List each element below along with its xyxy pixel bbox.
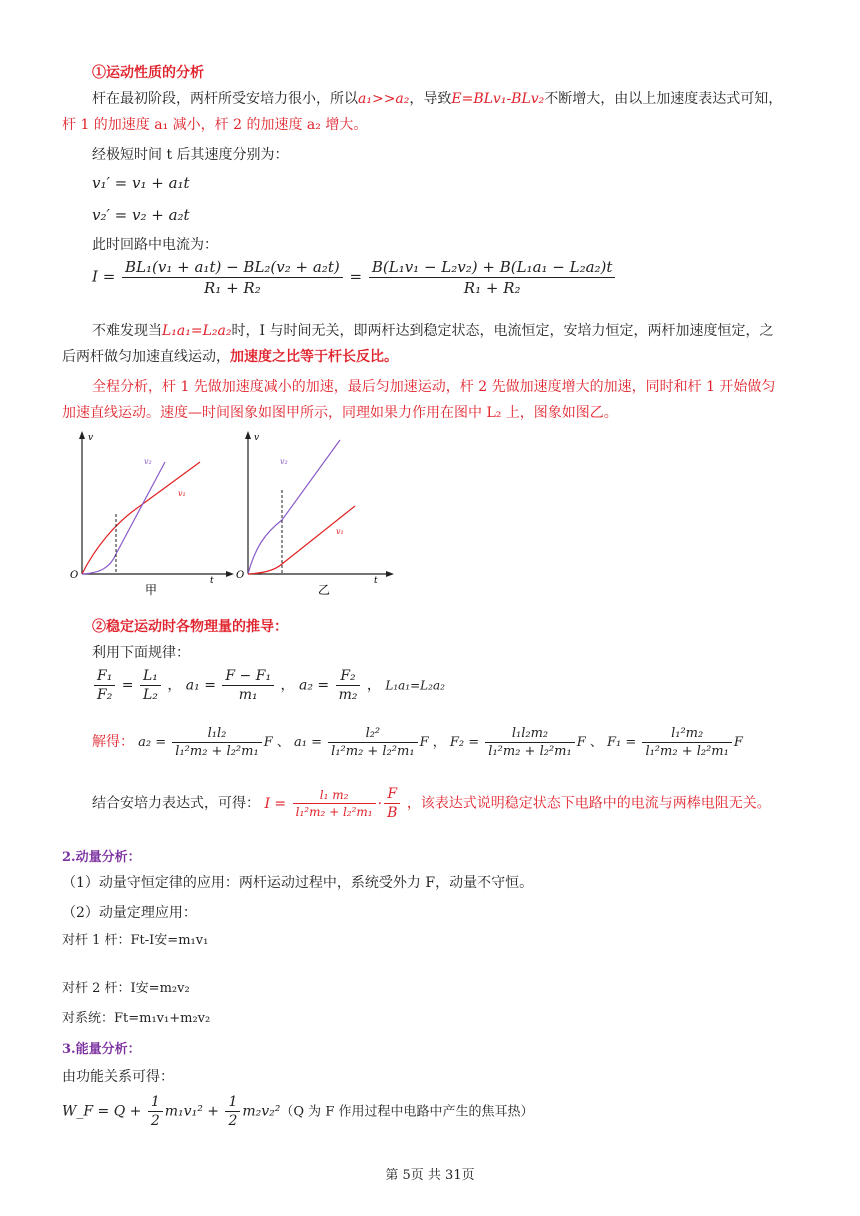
- section-heading-energy: 3.能量分析：: [62, 1042, 141, 1057]
- a1-lhs: a₁ =: [294, 735, 323, 750]
- energy-line-1: 由功能关系可得：: [62, 1069, 174, 1085]
- F: F: [419, 735, 429, 750]
- denominator: m₂: [338, 687, 358, 703]
- graph-yi: [236, 431, 394, 597]
- graph-jia: [70, 431, 234, 597]
- fraction-2: [369, 258, 616, 297]
- term-2: m₂v₂²: [242, 1103, 281, 1120]
- numerator: l₁l₂: [172, 726, 261, 743]
- section-heading-motion: ①运动性质的分析: [92, 65, 204, 81]
- fraction-1: [122, 258, 343, 297]
- paragraph-stable-state: [92, 320, 773, 342]
- numerator: B(L₁v₁ − L₂v₂) + B(L₁a₁ − L₂a₂)t: [369, 258, 616, 278]
- text: 结合安培力表达式，可得：: [92, 795, 260, 812]
- fraction-F1: [642, 726, 731, 759]
- curve-v1: [82, 462, 200, 574]
- numerator: BL₁(v₁ + a₁t) − BL₂(v₂ + a₂t): [122, 258, 343, 278]
- term-1: m₁v₁² +: [164, 1103, 219, 1120]
- F2-lhs: F₂ =: [449, 735, 480, 750]
- equals: =: [349, 267, 363, 286]
- momentum-line-2: （2）动量定理应用：: [62, 905, 197, 921]
- momentum-rod-2: 对杆 2 杆：I安=m₂v₂: [62, 981, 190, 996]
- F: F: [263, 735, 273, 750]
- text: ，导致: [409, 91, 452, 107]
- W-lhs: W_F = Q +: [62, 1103, 142, 1120]
- paragraph-full-analysis-cont: 加速直线运动。速度—时间图象如图甲所示，同理如果力作用在图中 L₂ 上，图象如图乙。: [62, 405, 618, 421]
- conclusion: 加速度之比等于杆长反比。: [230, 349, 398, 365]
- label-v2: v₂: [144, 457, 152, 466]
- a2-lhs: a₂ =: [138, 735, 167, 750]
- equation-current: [92, 258, 617, 297]
- fraction-F2: [485, 726, 574, 759]
- fraction-F-B: [384, 786, 400, 821]
- F: F: [576, 735, 586, 750]
- numerator: 1: [148, 1094, 163, 1112]
- separator: 、: [589, 735, 603, 750]
- a2-lhs: a₂ =: [298, 677, 330, 694]
- numerator: 1: [225, 1094, 240, 1112]
- denominator: F₂: [97, 687, 113, 703]
- section-heading-stable: ②稳定运动时各物理量的推导：: [92, 619, 288, 635]
- separator: 、: [276, 735, 290, 750]
- fraction-L1-L2: [140, 668, 161, 703]
- y-axis-arrow: [79, 431, 85, 439]
- fraction-a1: [328, 726, 417, 759]
- paragraph-current: 此时回路中电流为：: [92, 237, 218, 253]
- fraction-a2: [172, 726, 261, 759]
- denominator: m₁: [238, 687, 258, 703]
- y-axis-arrow: [245, 431, 251, 439]
- emf-expression: E=BLv₁-BLv₂: [451, 91, 545, 107]
- equation-solution: [92, 726, 743, 759]
- momentum-system: 对系统：Ft=m₁v₁+m₂v₂: [62, 1011, 211, 1026]
- fraction-half: [225, 1094, 240, 1129]
- section-heading-momentum: 2.动量分析：: [62, 850, 141, 865]
- momentum-rod-1: 对杆 1 杆：Ft-I安=m₁v₁: [62, 933, 209, 948]
- numerator: l₁ m₂: [293, 788, 376, 804]
- denominator: L₂: [142, 687, 158, 703]
- axis-t-label: t: [210, 576, 214, 586]
- denominator: l₁²m₂ + l₂²m₁: [175, 744, 259, 759]
- paragraph-full-analysis: 全程分析，杆 1 先做加速度减小的加速，最后匀加速运动，杆 2 先做加速度增大的加速，同时和杆 1 开始做匀: [92, 379, 776, 395]
- numerator: F₁: [94, 668, 115, 686]
- condition: L₁a₁=L₂a₂: [162, 323, 232, 339]
- curve-v1: [248, 506, 355, 574]
- caption-yi: 乙: [318, 583, 331, 597]
- text: ，该表达式说明稳定状态下电路中的电流与两棒电阻无关。: [406, 795, 771, 812]
- denominator: 2: [150, 1113, 160, 1129]
- fraction-half: [148, 1094, 163, 1129]
- origin-label: O: [70, 570, 79, 581]
- numerator: l₁l₂m₂: [485, 726, 574, 743]
- text: 不断增大，由以上加速度表达式可知，: [544, 91, 783, 107]
- denominator: R₁ + R₂: [204, 279, 261, 297]
- paragraph-stable-state-cont: [62, 346, 398, 368]
- I-lhs: I =: [264, 795, 287, 812]
- separator: ，: [366, 677, 381, 694]
- label-v2: v₂: [280, 457, 288, 466]
- numerator: F: [384, 786, 400, 804]
- denominator: B: [387, 805, 398, 821]
- text: 后两杆做匀加速直线运动，: [62, 349, 230, 365]
- lhs: I =: [92, 267, 116, 286]
- numerator: L₁: [140, 668, 161, 686]
- axis-t-label: t: [374, 576, 378, 586]
- numerator: F₂: [336, 668, 361, 686]
- paragraph-acceleration-change: 杆 1 的加速度 a₁ 减小，杆 2 的加速度 a₂ 增大。: [62, 117, 368, 133]
- separator: ，: [167, 677, 182, 694]
- origin-label: O: [236, 570, 245, 581]
- axis-v-label: v: [88, 433, 94, 443]
- numerator: l₂²: [328, 726, 417, 743]
- paragraph-current-result: [92, 786, 771, 821]
- equation-rules: $\frac{\text{F₁}}{\text{F₂}}$ = $\frac{\text{L₁}}{\text{L₂}}$ ， a₁ = $\frac{\text{F − F₁}}{\text{m₁}}$ ， a₂ = $\frac{\text{F₂}}{\text{m₂}}$ ， L₁a₁=L₂a₂: [92, 668, 445, 703]
- note: （Q 为 F 作用过程中电路中产生的焦耳热）: [280, 1104, 534, 1120]
- paragraph-initial-stage: [92, 88, 782, 110]
- condition: a₁>>a₂: [358, 91, 410, 107]
- paragraph-short-time: 经极短时间 t 后其速度分别为：: [92, 147, 289, 163]
- paragraph-rules: 利用下面规律：: [92, 645, 190, 661]
- velocity-time-graphs: [60, 428, 400, 600]
- denominator: l₁²m₂ + l₂²m₁: [295, 805, 373, 819]
- label-v1: v₁: [336, 527, 344, 536]
- F1-lhs: F₁ =: [607, 735, 637, 750]
- solve-label: 解得：: [92, 734, 134, 750]
- equation-energy: [62, 1094, 533, 1129]
- denominator: 2: [228, 1113, 238, 1129]
- text: 时，I 与时间无关，即两杆达到稳定状态，电流恒定，安培力恒定，两杆加速度恒定，之: [231, 323, 774, 339]
- a1-lhs: a₁ =: [185, 677, 216, 694]
- F: F: [733, 735, 743, 750]
- fraction-a2: [336, 668, 361, 703]
- page-footer: 第 5页 共 31页: [385, 1168, 475, 1183]
- fraction-F1-F2: [94, 668, 115, 703]
- fraction-a1: [222, 668, 274, 703]
- denominator: R₁ + R₂: [463, 279, 521, 297]
- label-v1: v₁: [178, 489, 186, 498]
- equation-v1: v₁′ = v₁ + a₁t: [92, 174, 190, 192]
- fraction-I: [293, 788, 376, 819]
- curve-v2: [82, 462, 165, 574]
- caption-jia: 甲: [145, 583, 158, 597]
- denominator: l₁²m₂ + l₂²m₁: [645, 744, 729, 759]
- condition: L₁a₁=L₂a₂: [385, 678, 445, 693]
- x-axis-arrow: [226, 571, 234, 577]
- text: 杆在最初阶段，两杆所受安培力很小，所以: [92, 91, 358, 107]
- numerator: l₁²m₂: [642, 726, 731, 743]
- momentum-line-1: （1）动量守恒定律的应用：两杆运动过程中，系统受外力 F，动量不守恒。: [62, 875, 534, 891]
- x-axis-arrow: [386, 571, 394, 577]
- denominator: l₁²m₂ + l₂²m₁: [488, 744, 572, 759]
- axis-v-label: v: [254, 433, 260, 443]
- text: 不难发现当: [92, 323, 162, 339]
- equation-v2: v₂′ = v₂ + a₂t: [92, 206, 190, 224]
- denominator: l₁²m₂ + l₂²m₁: [331, 744, 415, 759]
- separator: ，: [432, 735, 446, 750]
- numerator: F − F₁: [222, 668, 274, 686]
- equation-I: I = $\frac{\text{l₁ m₂}}{\text{l₁²m₂ + l₂²m₁}}$ · $\frac{F}{B}$: [264, 796, 406, 812]
- separator: ，: [280, 677, 295, 694]
